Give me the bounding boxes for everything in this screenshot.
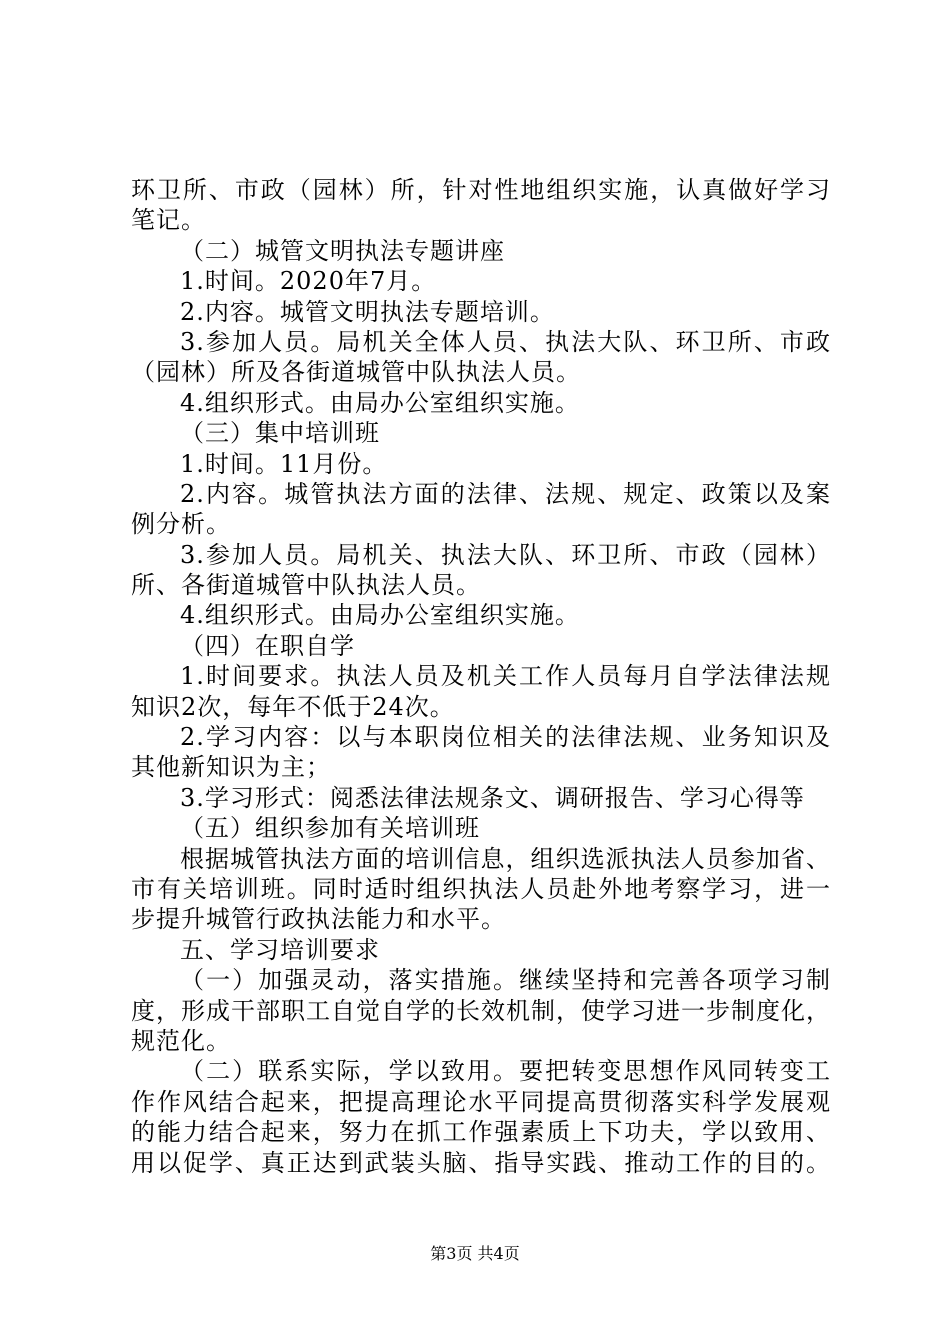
text-line: 步提升城管行政执法能力和水平。 (131, 905, 506, 934)
section-heading: （五）组织参加有关培训班 (180, 814, 480, 843)
text-line: 知识2次，每年不低于24次。 (131, 692, 455, 721)
text-line: 2.学习内容：以与本职岗位相关的法律法规、业务知识及 (180, 723, 831, 752)
text-line: 所、各街道城管中队执法人员。 (131, 571, 481, 600)
text-line: 1.时间。11月份。 (180, 449, 388, 478)
text-line: 3.学习形式：阅悉法律法规条文、调研报告、学习心得等 (180, 783, 805, 812)
text-line: 2.内容。城管执法方面的法律、法规、规定、政策以及案 (180, 479, 831, 508)
text-line: 1.时间要求。执法人员及机关工作人员每月自学法律法规 (180, 662, 831, 691)
section-heading: （三）集中培训班 (180, 419, 380, 448)
text-line: 3.参加人员。局机关全体人员、执法大队、环卫所、市政 (180, 327, 831, 356)
text-line: （二）联系实际，学以致用。要把转变思想作风同转变工 (180, 1057, 831, 1086)
text-line: 4.组织形式。由局办公室组织实施。 (180, 601, 580, 630)
section-heading: 五、学习培训要求 (180, 935, 380, 964)
text-line: 规范化。 (131, 1026, 231, 1055)
text-line: 其他新知识为主； (131, 753, 331, 782)
document-body (131, 175, 831, 1178)
text-line: 2.内容。城管文明执法专题培训。 (180, 297, 555, 326)
text-line: 3.参加人员。局机关、执法大队、环卫所、市政（园林） (180, 540, 831, 569)
text-line: 作作风结合起来，把提高理论水平同提高贯彻落实科学发展观 (131, 1087, 831, 1116)
text-line: 例分析。 (131, 510, 231, 539)
text-line: 环卫所、市政（园林）所，针对性地组织实施，认真做好学习 (131, 176, 831, 204)
text-line: 的能力结合起来，努力在抓工作强素质上下功夫，学以致用、 (131, 1118, 831, 1147)
text-line: （一）加强灵动，落实措施。继续坚持和完善各项学习制 (180, 966, 831, 995)
text-line: 市有关培训班。同时适时组织执法人员赴外地考察学习，进一 (131, 874, 831, 903)
section-heading: （二）城管文明执法专题讲座 (180, 236, 505, 265)
text-line: 用以促学、真正达到武装头脑、指导实践、推动工作的目的。 (131, 1148, 831, 1177)
text-line: 度，形成干部职工自觉自学的长效机制，使学习进一步制度化， (131, 996, 831, 1025)
text-line: 1.时间。2020年7月。 (180, 267, 437, 296)
text-line: 笔记。 (131, 206, 206, 235)
section-heading: （四）在职自学 (180, 631, 355, 660)
text-line: 根据城管执法方面的培训信息，组织选派执法人员参加省、 (180, 844, 831, 873)
text-line: （园林）所及各街道城管中队执法人员。 (131, 358, 581, 387)
page-number-footer: 第3页 共4页 (430, 1244, 520, 1263)
text-line: 4.组织形式。由局办公室组织实施。 (180, 388, 580, 417)
